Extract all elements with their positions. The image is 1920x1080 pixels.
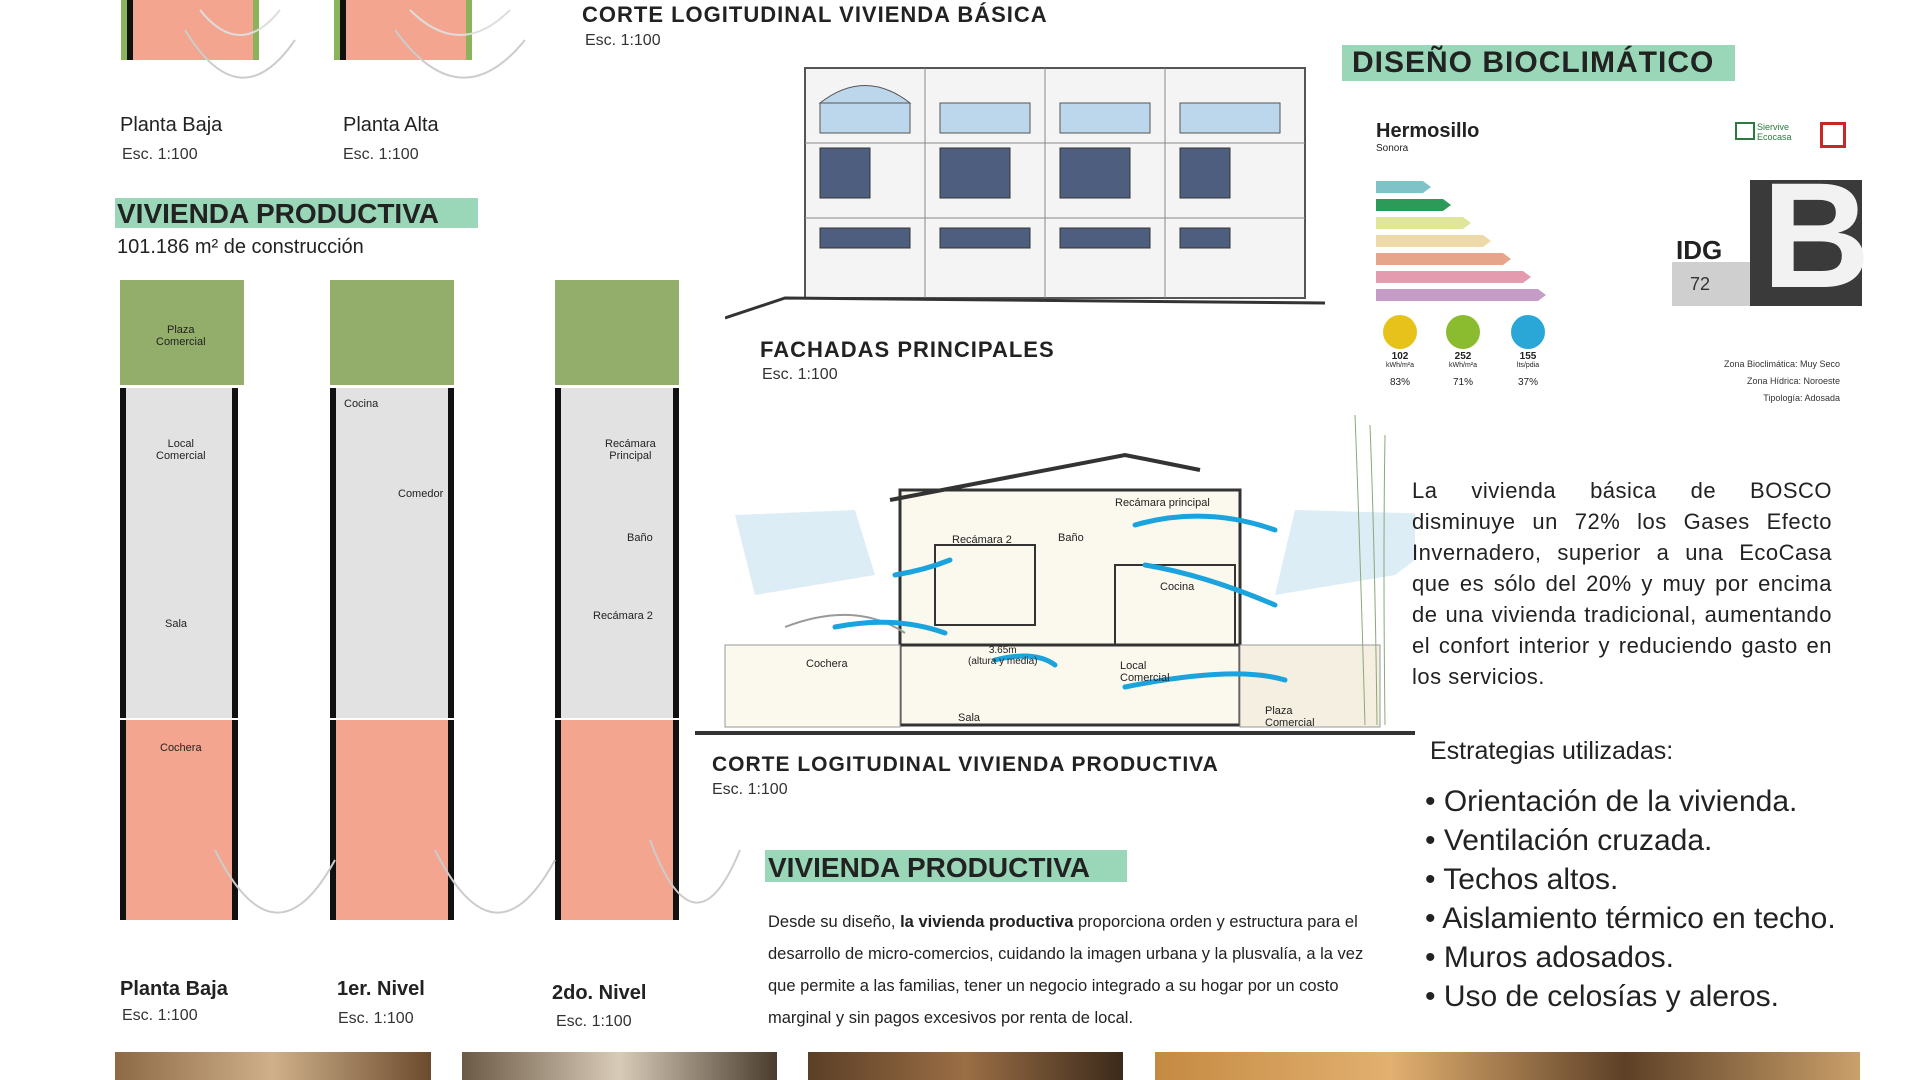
planta-alta-top-scale: Esc. 1:100 xyxy=(343,146,419,163)
house-logo-icon xyxy=(1735,122,1755,140)
productiva-text-body xyxy=(768,906,1373,1034)
metric-value: 252 xyxy=(1454,351,1472,362)
plan-green-roof xyxy=(555,280,679,385)
strategy-text: Ventilación cruzada. xyxy=(1443,824,1713,857)
plan-room-bano: Baño xyxy=(627,532,653,544)
plaza-word: Plaza xyxy=(1265,705,1293,717)
strategies-title: Estrategias utilizadas: xyxy=(1430,737,1674,765)
strategy-item: • Orientación de la vivienda. xyxy=(1425,785,1798,818)
photo-thumbnail xyxy=(462,1052,777,1080)
plan-scale-2do-nivel: Esc. 1:100 xyxy=(556,1013,632,1030)
metric-unit: lts/pdia xyxy=(1516,362,1540,369)
strategy-text: Uso de celosías y aleros. xyxy=(1443,980,1779,1013)
strategy-item: • Ventilación cruzada. xyxy=(1425,824,1713,857)
house-energy-icon xyxy=(1383,315,1417,349)
grade-letter: B xyxy=(1762,151,1871,319)
metric-2 xyxy=(1443,315,1483,388)
plan-gray-room xyxy=(330,388,454,718)
metric-value: 155 xyxy=(1519,351,1537,362)
strategy-text: Muros adosados. xyxy=(1443,941,1674,974)
zone-bioclimatica: Zona Bioclimática: Muy Seco xyxy=(1723,359,1840,369)
comercial-word: Comercial xyxy=(1120,672,1170,684)
energy-bar-4 xyxy=(1376,235,1491,247)
plan-room-comedor: Comedor xyxy=(398,488,444,500)
corte-label-local xyxy=(1120,660,1170,684)
strategy-item: • Muros adosados. xyxy=(1425,941,1674,974)
seal-logo-icon xyxy=(1820,122,1846,148)
plan-label-planta-baja: Planta Baja xyxy=(120,978,228,1000)
room-label: Plaza xyxy=(166,324,195,336)
metric-unit: kWh/m²a xyxy=(1449,362,1477,369)
fachadas-scale: Esc. 1:100 xyxy=(762,366,838,383)
energy-bar-5 xyxy=(1376,253,1511,265)
corte-label-bano: Baño xyxy=(1058,532,1084,544)
strategy-item: • Techos altos. xyxy=(1425,863,1619,896)
plan-room-sala: Sala xyxy=(165,618,188,630)
metric-value: 102 xyxy=(1391,351,1409,362)
metric-pct: 71% xyxy=(1452,377,1473,388)
comercial-word: Comercial xyxy=(1265,717,1315,729)
room-label: Principal xyxy=(609,450,652,462)
strategy-text: Orientación de la vivienda. xyxy=(1443,785,1798,818)
metric-1 xyxy=(1380,315,1420,388)
room-label: Comercial xyxy=(156,336,206,348)
planta-alta-top-label: Planta Alta xyxy=(343,114,439,136)
photo-thumbnail xyxy=(115,1052,431,1080)
metric-pct: 37% xyxy=(1517,377,1538,388)
productiva-left-title: VIVIENDA PRODUCTIVA xyxy=(117,198,440,229)
corte-label-recamara-principal: Recámara principal xyxy=(1115,497,1210,509)
tree-sketch-icon xyxy=(640,830,750,950)
zone-info xyxy=(1700,356,1840,407)
corte-label-cocina: Cocina xyxy=(1160,581,1195,593)
photo-thumbnail xyxy=(808,1052,1123,1080)
photo-thumbnail xyxy=(1155,1052,1860,1080)
metric-pct: 83% xyxy=(1389,377,1410,388)
planta-baja-top-label: Planta Baja xyxy=(120,114,223,136)
description-paragraph: La vivienda básica de BOSCO disminuye un 72% los Gases Efecto Invernadero, superior a una EcoCasa que es sólo del 20% y muy por encima de una vivienda tradicional, aumentando el confort interior y reduciendo gasto en los servicios. xyxy=(1412,478,1832,689)
body-rest: proporciona orden y estructura para el desarrollo de micro-comercios, cuidando la imagen urbana y la plusvalía, a la vez que permite a las familias, tener un negocio integrado a su hogar por un costo marginal y sin pagos excesivos por renta de local. xyxy=(768,913,1364,1027)
room-label: Recámara xyxy=(605,438,656,450)
planta-baja-top-scale: Esc. 1:100 xyxy=(122,146,198,163)
idg-label: IDG xyxy=(1676,235,1723,265)
fachada-drawing xyxy=(725,48,1335,328)
idg-value: 72 xyxy=(1690,274,1711,294)
corte-productiva-drawing xyxy=(695,395,1415,755)
corte-label-plaza xyxy=(1265,705,1315,729)
metric-3 xyxy=(1508,315,1548,388)
zone-tipologia: Tipología: Adosada xyxy=(1763,393,1840,403)
energy-bar-3 xyxy=(1376,217,1471,229)
energy-bar-1 xyxy=(1376,181,1431,193)
plan-scale-planta-baja: Esc. 1:100 xyxy=(122,1007,198,1024)
logo-line-2: Ecocasa xyxy=(1757,132,1792,142)
plan-room-local xyxy=(156,438,206,462)
body-start: Desde su diseño, xyxy=(768,913,896,931)
altura-value: 3.65m xyxy=(988,645,1017,656)
fachadas-title: FACHADAS PRINCIPALES xyxy=(760,337,1055,362)
plan-label-2do-nivel: 2do. Nivel xyxy=(552,982,647,1004)
plan-room-cocina: Cocina xyxy=(344,398,379,410)
plan-1er-nivel xyxy=(330,280,454,920)
corte-basica-title: CORTE LOGITUDINAL VIVIENDA BÁSICA xyxy=(582,2,1048,27)
strategy-text: Techos altos. xyxy=(1443,863,1619,896)
corte-label-altura xyxy=(968,645,1037,667)
strategies-list xyxy=(1425,782,1836,1016)
strategy-text: Aislamiento térmico en techo. xyxy=(1442,902,1836,935)
plan-green-roof xyxy=(330,280,454,385)
top-green-edge-1 xyxy=(121,0,127,60)
tree-sketch-icon xyxy=(390,0,530,110)
zone-hidrica: Zona Hídrica: Noroeste xyxy=(1746,376,1840,386)
water-drop-icon xyxy=(1511,315,1545,349)
top-green-edge-3 xyxy=(334,0,340,60)
plan-2do-nivel xyxy=(555,280,679,920)
metric-unit: kWh/m²a xyxy=(1386,362,1414,369)
room-label: Comercial xyxy=(156,450,206,462)
bioclimatico-title: DISEÑO BIOCLIMÁTICO xyxy=(1352,46,1715,79)
tree-sketch-icon xyxy=(180,0,300,110)
corte-label-cochera: Cochera xyxy=(806,658,848,670)
body-bold: la vivienda productiva xyxy=(900,913,1074,931)
gas-meter-icon xyxy=(1446,315,1480,349)
corte-productiva-title: CORTE LOGITUDINAL VIVIENDA PRODUCTIVA xyxy=(712,753,1219,776)
plan-room-recamara2: Recámara 2 xyxy=(593,610,653,622)
strategy-item: • Uso de celosías y aleros. xyxy=(1425,980,1779,1013)
energy-bar-6 xyxy=(1376,271,1531,283)
room-label: Local xyxy=(167,438,194,450)
plan-room-cochera: Cochera xyxy=(160,742,202,754)
energy-bar-2 xyxy=(1376,199,1451,211)
plan-room-recamara-principal xyxy=(605,438,656,462)
energy-bar-7 xyxy=(1376,289,1546,301)
ecocasa-logo xyxy=(1735,122,1797,152)
bioclimatico-city: Hermosillo xyxy=(1376,120,1480,142)
strategy-item: • Aislamiento térmico en techo. xyxy=(1425,902,1836,935)
bioclimatico-state: Sonora xyxy=(1376,143,1409,154)
productiva-left-subtitle: 101.186 m² de construcción xyxy=(117,236,364,258)
corte-label-recamara2: Recámara 2 xyxy=(952,534,1012,546)
plan-room-plaza xyxy=(156,324,206,348)
tree-sketch-icon xyxy=(425,840,565,960)
corte-productiva-scale: Esc. 1:100 xyxy=(712,781,788,798)
plan-scale-1er-nivel: Esc. 1:100 xyxy=(338,1010,414,1027)
plan-label-1er-nivel: 1er. Nivel xyxy=(337,978,425,1000)
logo-line-1: Siervive xyxy=(1757,122,1790,132)
altura-note: (altura y media) xyxy=(968,656,1038,667)
tree-sketch-icon xyxy=(205,840,345,960)
corte-label-sala: Sala xyxy=(958,712,981,724)
local-word: Local xyxy=(1120,660,1147,672)
corte-basica-scale: Esc. 1:100 xyxy=(585,32,661,49)
plan-planta-baja xyxy=(120,280,244,920)
productiva-text-title: VIVIENDA PRODUCTIVA xyxy=(768,852,1091,883)
